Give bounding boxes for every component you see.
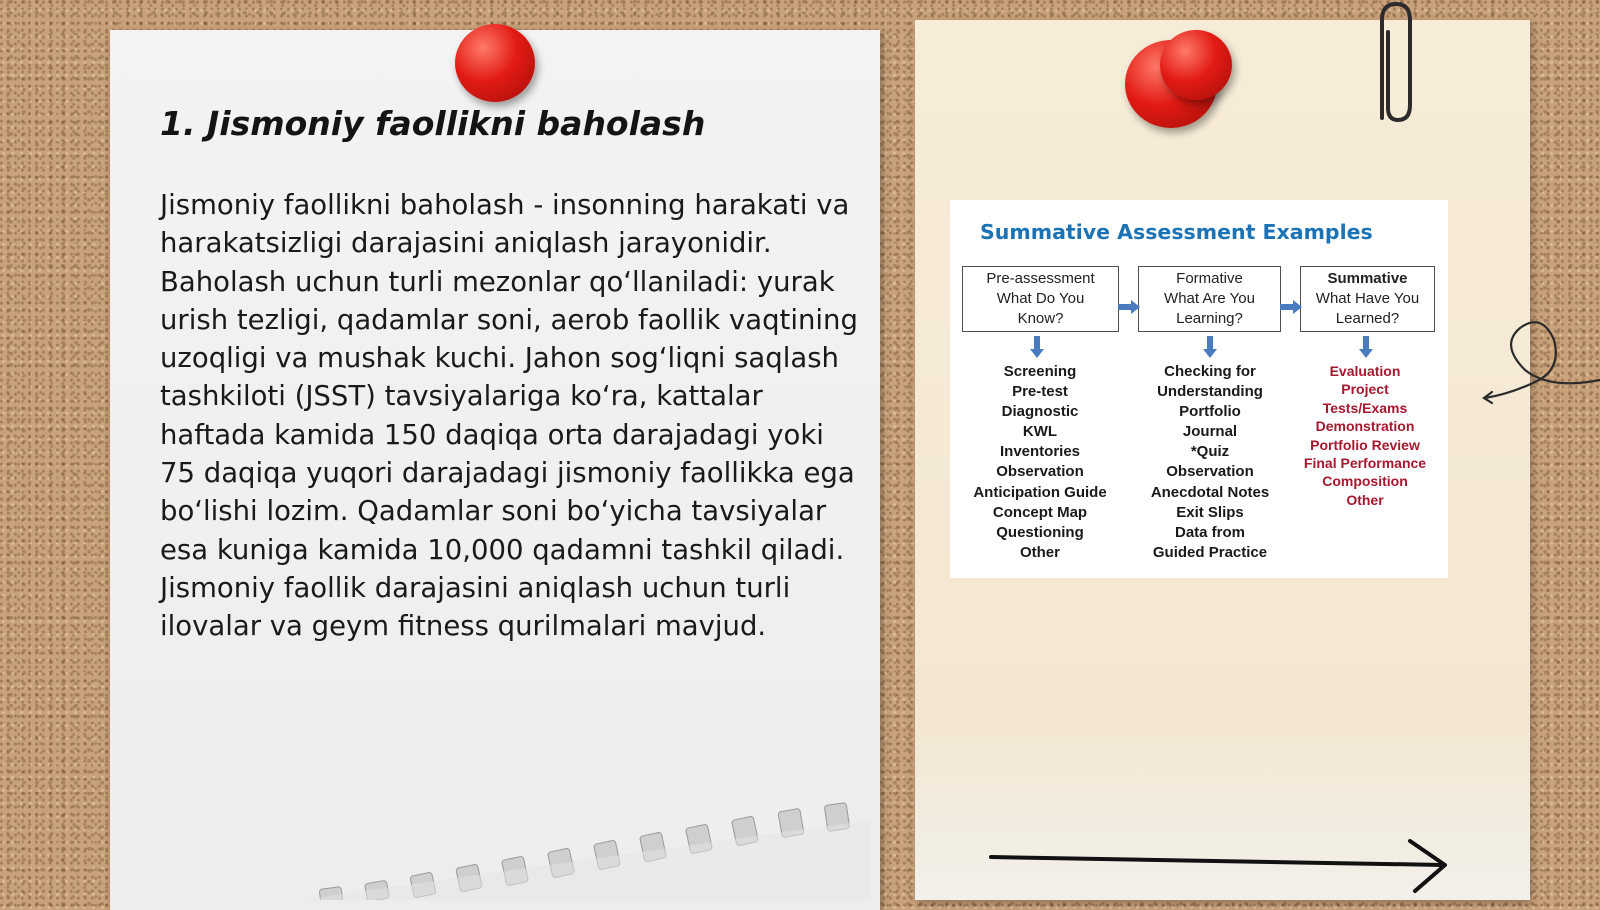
box-heading-line: What Do You (996, 290, 1085, 307)
list-item: Concept Map (992, 503, 1088, 521)
summative-box (1300, 266, 1435, 332)
pre-assessment-box (962, 266, 1119, 332)
flow-arrow-icon (1359, 336, 1373, 358)
list-item: Checking for (1164, 363, 1256, 380)
body-paragraph: Jismoniy faollikni baholash - insonning harakati va harakatsizligi darajasini aniqlash jarayonidir. Baholash uchun turli mezonlar qo‘llaniladi: yurak urish tezligi, qadamlar soni, aerob faollik vaqtining uzoqligi va mushak kuchi. Jahon sog‘liqni saqlash tashkiloti (JSST) tavsiyalariga ko‘ra, kattalar haftada kamida 150 daqiqa orta darajadagi yoki 75 daqiqa yuqori darajadagi jismoniy faollikka ega bo‘lishi lozim. Qadamlar soni bo‘yicha tavsiyalar esa kuniga kamida 10,000 qadamni tashkil qiladi. Jismoniy faollik darajasini aniqlash uchun turli ilovalar va geym fitness qurilmalari mavjud. (160, 189, 858, 643)
list-item: Journal (1182, 423, 1238, 441)
list-item: Inventories (999, 443, 1081, 461)
list-item: Data from (1174, 523, 1245, 541)
list-item: Portfolio (1179, 403, 1241, 421)
torn-paper-edge (300, 800, 870, 900)
swirl-arrow-icon (1480, 310, 1600, 420)
box-heading-line: Know? (1017, 310, 1064, 327)
list-item: Anecdotal Notes (1150, 483, 1270, 501)
assessment-card (950, 200, 1448, 578)
box-heading-line: Summative (1327, 270, 1408, 287)
list-item: Other (1019, 543, 1060, 561)
flow-arrow-icon (1118, 300, 1140, 314)
list-item: Pre-test (1012, 383, 1068, 401)
card-title: Summative Assessment Examples (980, 220, 1373, 244)
box-heading-line: What Are You (1164, 290, 1255, 307)
list-item: *Quiz (1190, 443, 1230, 461)
list-item: KWL (1022, 423, 1058, 441)
box-heading-line: Formative (1176, 270, 1243, 287)
box-heading-line: Learning? (1176, 310, 1243, 327)
list-item: Portfolio Review (1310, 436, 1420, 453)
list-item: Evaluation (1329, 363, 1401, 379)
paperclip-icon (1370, 0, 1420, 130)
list-item: Other (1346, 491, 1384, 508)
list-item: Observation (1166, 463, 1254, 481)
list-item: Composition (1322, 473, 1408, 490)
slide-title: 1. Jismoniy faollikni baholash (160, 104, 706, 143)
flow-arrow-icon (1280, 300, 1302, 314)
list-item: Demonstration (1315, 418, 1415, 435)
summative-list (1280, 362, 1450, 509)
list-item: Guided Practice (1152, 543, 1268, 561)
formative-box (1138, 266, 1281, 332)
push-pin-icon (1160, 30, 1232, 100)
pre-assessment-list (950, 362, 1130, 563)
arrow-right-icon (985, 835, 1455, 895)
box-heading-line: Learned? (1335, 310, 1400, 327)
list-item: Screening (1003, 363, 1077, 380)
list-item: Anticipation Guide (973, 483, 1107, 501)
formative-list (1120, 362, 1300, 563)
box-heading-line: What Have You (1315, 290, 1420, 307)
flow-arrow-icon (1030, 336, 1044, 358)
flow-arrow-icon (1203, 336, 1217, 358)
list-item: Questioning (996, 523, 1084, 541)
list-item: Understanding (1157, 383, 1263, 401)
list-item: Project (1341, 381, 1389, 398)
push-pin-icon (455, 24, 535, 102)
list-item: Exit Slips (1176, 503, 1244, 521)
list-item: Observation (996, 463, 1084, 481)
box-heading-line: Pre-assessment (986, 270, 1095, 287)
list-item: Diagnostic (1001, 403, 1079, 421)
list-item: Final Performance (1303, 455, 1427, 472)
list-item: Tests/Exams (1322, 399, 1408, 416)
